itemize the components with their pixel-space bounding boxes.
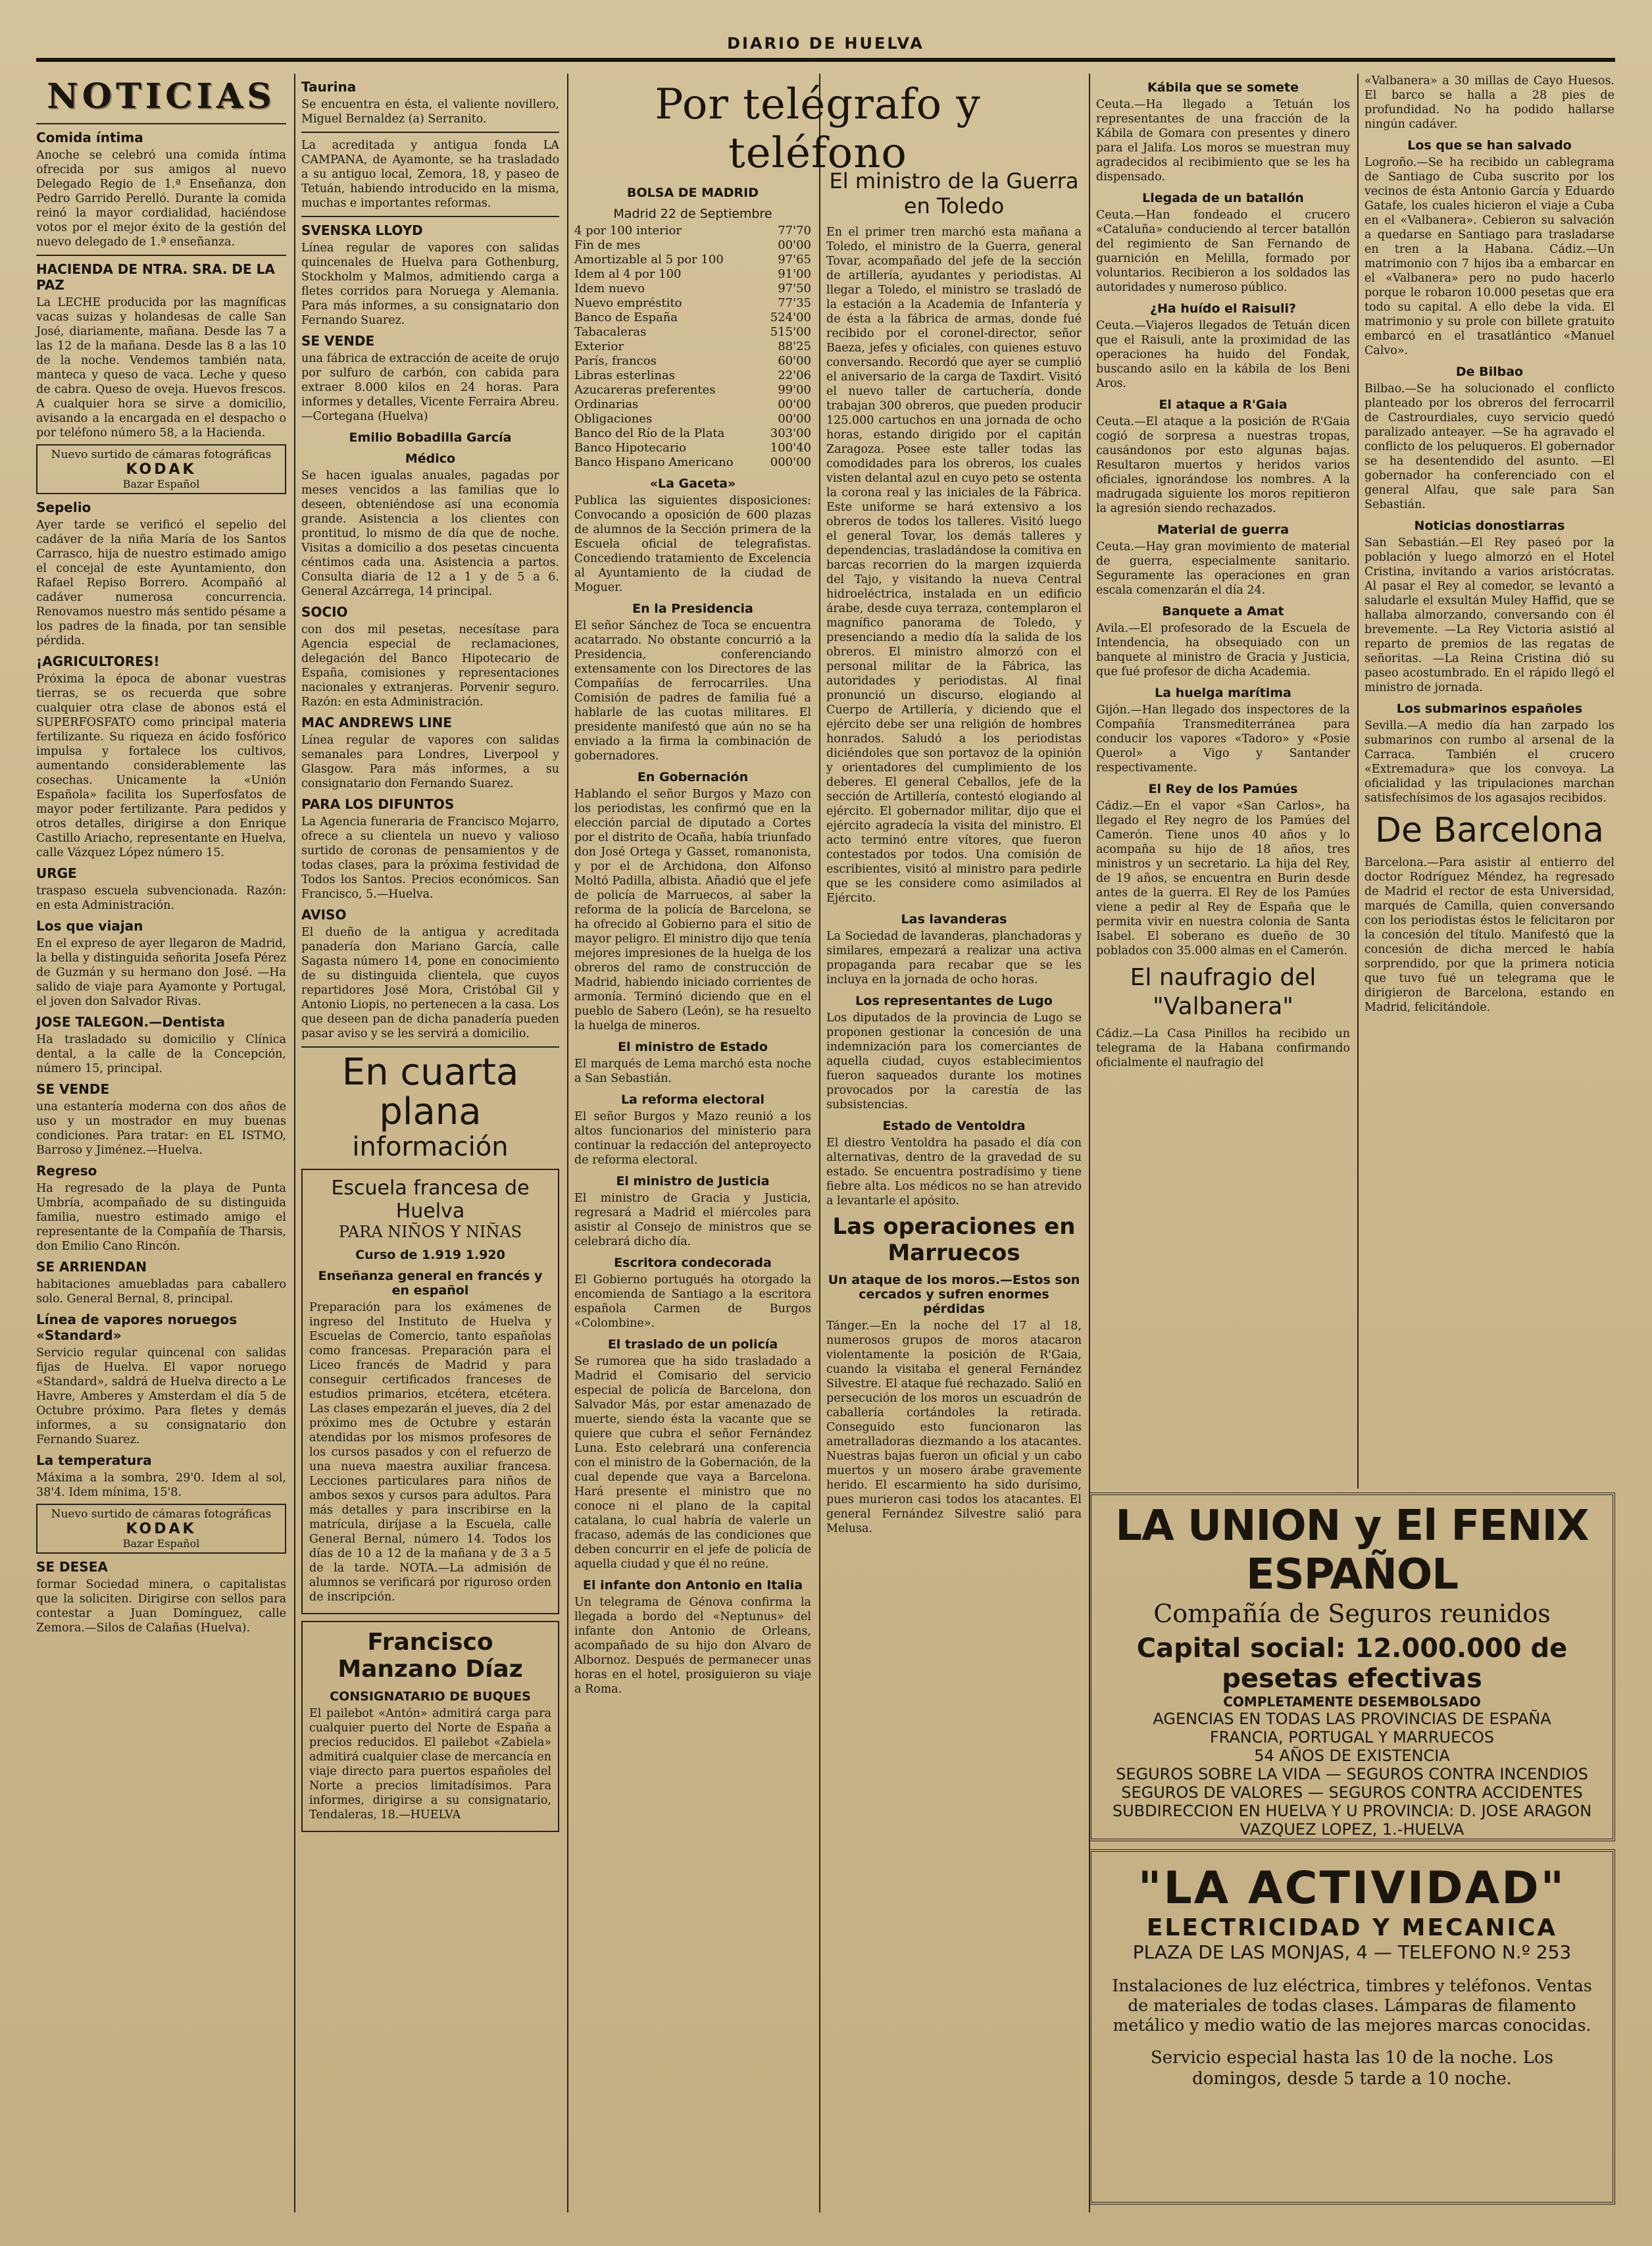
ad-text: Preparación para los exámenes de ingreso del Instituto de Huelva y Escuelas de Comercio, tanto españolas como francesas. Preparación para el Liceo francés de Madrid y para conseguir certificados franceses de estudios primarios, etcétera, etcétera. Las clases empezarán el jueves, día 2 del próximo mes de Octubre y estarán atendidas por los mismos profesores de los cursos pasados y con el refuerzo de una nueva maestra auxiliar francesa. Lecciones particulares para niños de ambos sexos y cursos para adultos. Para más detalles y para inscribirse en la matrícula, diríjase a la Escuela, calle General Bernal, número 14. Todos los días de 10 a 12 de la mañana y de 3 a 5 de la tarde. NOTA.—La admisión de alumnos se verificará por riguroso orden de inscripción. xyxy=(309,1301,551,1604)
headline: AVISO xyxy=(301,907,347,923)
stock-name: Banco de España xyxy=(574,311,678,324)
ad-subtitle: PARA NIÑOS Y NIÑAS xyxy=(338,1223,522,1241)
headline: El ministro de Estado xyxy=(618,1040,768,1054)
article-text: Anoche se celebró una comida íntima ofrecida por sus amigos al nuevo Delegado Regio de 1.ª Enseñanza, don Pedro Garrido Perelló. Durante la comida reinó la mayor cordialidad, haciéndose votos por el mejor éxito de la gestión del nuevo delegado de 1.ª enseñanza. xyxy=(36,149,286,249)
stock-value: 97'65 xyxy=(778,253,811,267)
stock-row xyxy=(574,455,811,470)
ad-text: una estantería moderna con dos años de uso y un mostrador en muy buenas condiciones. Para tratar: en EL ISTMO, Barroso y Jiménez.—Huelva. xyxy=(36,1100,286,1157)
article-text: El señor Sánchez de Toca se encuentra acatarrado. No obstante concurrió a la Presidencia, conferenciando extensamente con los Directores de las Compañías de ferrocarriles. Una Comisión de padres de familia fué a hablarle de las cuotas militares. El presidente manifestó que aún no se ha enviado a la firma la combinación de gobernadores. xyxy=(574,619,811,763)
headline: Comida íntima xyxy=(36,130,143,145)
headline: Sepelio xyxy=(36,499,91,515)
headline: Llegada de un batallón xyxy=(1142,191,1304,205)
ad-text: Bazar Español xyxy=(122,478,200,490)
article-text: El marqués de Lema marchó esta noche a San Sebastián. xyxy=(574,1058,811,1085)
ad-text: El dueño de la antigua y acreditada panadería don Mariano García, calle Sagasta número 14, pone en conocimiento de su distinguida clientela, que cuyos repartidores José Mora, Cristóbal Gil y Antonio Liopis, no pertenecen a la casa. Los que deseen pan de dicha panadería pueden pasar aviso y se les servirá a domicilio. xyxy=(301,926,559,1040)
ad-title: Francisco Manzano Díaz xyxy=(338,1629,523,1683)
article-text: Avila.—El profesorado de la Escuela de Intendencia, ha obsequiado con un banquete al ministro de Gracia y Justicia, que fué profesor de dicha Academia. xyxy=(1096,622,1350,678)
stock-name: Idem al 4 por 100 xyxy=(574,267,682,281)
article-text: San Sebastián.—El Rey paseó por la población y luego almorzó en el Hotel Cristina, invitando a varios aristócratas. Al pasar el Rey al comedor, se levantó a saludarle el exsultán Muley Haffid, que se hallaba almorzando, conversando con él brevemente. —La Rey Victoria asistió al reparto de premios de las regatas de señoritas. —La Reina Cristina dió su paseo acostumbrado. En el rápido llegó el ministro de jornada. xyxy=(1364,536,1614,694)
article-text: Los diputados de la provincia de Lugo se proponen gestionar la concesión de una indemnización para los comerciantes de aquella ciudad, cuyos establecimientos fueron saqueados durante los motines provocados por la carestía de las subsistencias. xyxy=(826,1011,1082,1111)
ad-text: formar Sociedad minera, o capitalistas que la soliciten. Dirigirse con sellos para contestar a Juan Domínguez, calle Zemora.—Silos de Calañas (Huelva). xyxy=(36,1578,286,1635)
kodak-ad xyxy=(36,444,286,494)
headline: En la Presidencia xyxy=(632,601,753,616)
divider xyxy=(36,123,286,124)
stock-name: Amortizable al 5 por 100 xyxy=(574,253,724,267)
stock-row xyxy=(574,311,811,325)
stock-row xyxy=(574,340,811,354)
ad-text: VAZQUEZ LOPEZ, 1.-HUELVA xyxy=(1239,1820,1464,1839)
stock-name: Azucareras preferentes xyxy=(574,383,716,397)
stock-value: 91'00 xyxy=(778,267,811,281)
ad-text: La acreditada y antigua fonda LA CAMPANA, de Ayamonte, se ha trasladado a su antiguo local, Zemora, 18, y paseo de Tetuán, habiendo introducido en la misma, muchas e importantes reformas. xyxy=(301,139,559,210)
headline: En Gobernación xyxy=(637,770,749,784)
headline: SE ARRIENDAN xyxy=(36,1259,147,1275)
column-divider xyxy=(567,74,568,2212)
stock-row xyxy=(574,426,811,441)
headline: El Rey de los Pamúes xyxy=(1148,782,1298,796)
article-text: Se encuentra en ésta, el valiente novillero, Miguel Bernaldez (a) Serranito. xyxy=(301,98,559,126)
column-divider xyxy=(819,74,820,2212)
stock-row xyxy=(574,397,811,412)
stock-name: Ordinarias xyxy=(574,397,639,411)
actividad-ad xyxy=(1089,1849,1615,2205)
stock-row xyxy=(574,282,811,296)
stock-value: 60'00 xyxy=(778,354,811,368)
ad-subtitle: Curso de 1.919 1.920 xyxy=(355,1248,505,1262)
divider xyxy=(301,216,559,217)
subheadline: Un ataque de los moros.—Estos son cercados y sufren enormes pérdidas xyxy=(828,1273,1080,1316)
ad-address: PLAZA DE LAS MONJAS, 4 — TELEFONO N.º 253 xyxy=(1132,1941,1572,1963)
stock-name: Banco del Río de la Plata xyxy=(574,426,725,440)
ad-text: FRANCIA, PORTUGAL Y MARRUECOS xyxy=(1209,1728,1495,1747)
divider xyxy=(301,1046,559,1048)
headline: El ministro de Justicia xyxy=(616,1174,770,1188)
article-text: El diestro Ventoldra ha pasado el día con alternativas, dentro de la gravedad de su estado. Se encuentra postradísimo y tiene fiebre alta. Los médicos no se han atrevido a levantarle el apósito. xyxy=(826,1136,1082,1208)
ad-title: "LA ACTIVIDAD" xyxy=(1138,1862,1566,1914)
headline: La temperatura xyxy=(36,1452,152,1468)
ad-title: LA UNION y El FENIX ESPAÑOL xyxy=(1115,1502,1589,1599)
article-text: El ministro de Gracia y Justicia, regresará a Madrid el miércoles para asistir al Consejo de ministros que se celebrará dicho día. xyxy=(574,1192,811,1248)
headline: HACIENDA DE NTRA. SRA. DE LA PAZ xyxy=(36,261,275,293)
article-text: Hablando el señor Burgos y Mazo con los periodistas, les confirmó que en la elección parcial de diputado a Cortes por el distrito de Ocaña, había triunfado don José Ortega y Gasset, romanonista, y por el de Archidona, don Alfonso Moltó Padilla, albista. Añadió que el jefe de policía de Marruecos, al saber la reforma de la policía de Barcelona, se ha ofrecido al Gobierno para el sitio de mayor peligro. El ministro dijo que tenía mejores impresiones de la huelga de los obreros del ramo de construcción de Madrid, habiendo iniciado corrientes de armonía. Terminó diciendo que en el pueblo de Sabero (León), se ha resuelto la huelga de mineros. xyxy=(574,788,811,1033)
stock-name: Tabacaleras xyxy=(574,325,647,339)
article-text: Bilbao.—Se ha solucionado el conflicto planteado por los obreros del ferrocarril de Castrourdiales, cuyo servicio quedó paralizado anteayer. —Se ha agravado el conflicto de los peluqueros. El gobernador se ha desentendido del asunto. —El gobernador ha conferenciado con el general Alfau, que sale para San Sebastián. xyxy=(1364,382,1614,511)
stock-value: 303'00 xyxy=(770,426,811,440)
ad-text: 54 AÑOS DE EXISTENCIA xyxy=(1254,1747,1450,1765)
headline: Estado de Ventoldra xyxy=(882,1119,1026,1133)
headline: Regreso xyxy=(36,1163,97,1179)
article-text: Ha regresado de la playa de Punta Umbría, acompañado de su distinguida familia, nuestro estimado amigo el representante de la Compañía de Tharsis, don Emilio Cano Rincón. xyxy=(36,1182,286,1253)
stock-value: 515'00 xyxy=(770,325,811,339)
article-text: En el primer tren marchó esta mañana a Toledo, el ministro de la Guerra, general Tovar, acompañado del jefe de la sección de artillería, ayudantes y periodistas. Al llegar a Toledo, el ministro se trasladó de la estación a la Academia de Infantería y de ésta a la fábrica de armas, donde fué recibido por el coronel-director, señor Baeza, jefes y oficiales, con quienes estuvo conversando. Recordó que ayer se cumplió el aniversario de la carga de Taxdirt. Visitó el nuevo taller de cartuchería, donde trabajan 300 obreros, que pueden producir 125.000 cartuchos en una jornada de ocho horas, estando dirigido por el capitán Zaragoza. Posee este taller todas las comodidades para los obreros, los cuales visten delantal azul en cuyo peto se ostenta la corona real y las iniciales de la Fábrica. Este uniforme se hará extensivo a los obreros de todos los talleres. Visitó luego el general Tovar, los demás talleres y dependencias, trasladándose la comitiva en barcas recorrien do la margen izquierda del Tajo, y visitando la nueva Central hidroeléctrica, instalada en un edificio árabe, desde cuya terraza, contemplaron el magnífico panorama de Toledo, y presenciando a medio día la salida de los obreros. El ministro almorzó con el personal militar de la Fábrica, las autoridades y periodistas. Al final pronunció un discurso, elogiando al Cuerpo de Artillería, y diciendo que el ejército debe ser una religión de hombres honrados. Saludó a los periodistas diciéndoles que son portavoz de la opinión y orientadores del cumplimiento de los deberes. El general Ceballos, jefe de la sección de Artillería, contestó elogiando al ejército. El gobernador militar, dijo que el ejército agradecía la visita del ministro. El acto terminó entre vítores, que fueron contestados por todos. Una comisión de escribientes, visitó al ministro para pedirle que se les considere como asimilados al Ejército. xyxy=(826,226,1082,905)
ad-text: COMPLETAMENTE DESEMBOLSADO xyxy=(1223,1694,1481,1710)
section-title: Por telégrafo y teléfono xyxy=(655,80,981,178)
headline: ¿Ha huído el Raisuli? xyxy=(1149,301,1297,316)
headline: SE VENDE xyxy=(301,333,375,349)
ad-text: La LECHE producida por las magníficas vacas suizas y holandesas de calle San José, diariamente, mañana. Desde las 7 a las 12 de la mañana. Desde las 8 a las 10 de la noche. Vendemos también nata, manteca y queso de vaca. Leche y queso de cabra. Queso de oveja. Huevos frescos. A cualquier hora se sirve a domicilio, avisando a la encargada en el despacho o por teléfono número 58, a la Hacienda. xyxy=(36,296,286,440)
headline: MAC ANDREWS LINE xyxy=(301,715,452,730)
article-text: «Valbanera» a 30 millas de Cayo Huesos. El barco se halla a 28 pies de profundidad. No ha podido hallarse ningún cadáver. xyxy=(1364,74,1614,131)
column-4 xyxy=(826,165,1082,2218)
article-text: El Gobierno portugués ha otorgado la encomienda de Santiago a la escritora española Carmen de Burgos «Colombine». xyxy=(574,1273,811,1330)
headline: PARA LOS DIFUNTOS xyxy=(301,796,455,812)
headline: SOCIO xyxy=(301,604,348,620)
article-text: Ceuta.—El ataque a la posición de R'Gaia cogió de sorpresa a nuestras tropas, causándonos por esto algunas bajas. Resultaron muertos y heridos varios oficiales, ignorándose los nombres. A la madrugada siguiente los moros repitieron la agresión siendo rechazados. xyxy=(1096,415,1350,515)
divider xyxy=(36,255,286,256)
stock-value: 99'00 xyxy=(778,383,811,397)
stock-value: 00'00 xyxy=(778,412,811,426)
stock-value: 77'70 xyxy=(778,224,811,238)
headline: El traslado de un policía xyxy=(607,1337,778,1352)
headline: Los que se han salvado xyxy=(1407,138,1572,153)
column-2 xyxy=(301,74,559,2219)
headline: BOLSA DE MADRID xyxy=(627,186,759,200)
ad-text: habitaciones amuebladas para caballero solo. General Bernal, 8, principal. xyxy=(36,1278,286,1306)
headline: Banquete a Amat xyxy=(1162,604,1284,619)
top-rule xyxy=(36,58,1615,62)
headline: Escritora condecorada xyxy=(614,1256,772,1270)
article-text: Gijón.—Han llegado dos inspectores de la Compañía Transmediterránea para conducir los vapores «Tadoro» y «Posie Querol» a Vigo y Santander respectivamente. xyxy=(1096,703,1350,775)
section-title: NOTICIAS xyxy=(47,76,276,116)
ad-text: traspaso escuela subvencionada. Razón: en esta Administración. xyxy=(36,884,286,912)
article-text: Ceuta.—Ha llegado a Tetuán los representantes de una fracción de la Kábila de Gomara con presentes y dinero para el Jalifa. Los moros se muestran muy agradecidos al recibimiento que se les ha dispensado. xyxy=(1096,98,1350,184)
stock-name: Nuevo empréstito xyxy=(574,296,682,310)
headline: Los que viajan xyxy=(36,918,143,934)
headline: Material de guerra xyxy=(1157,523,1289,537)
stock-name: Banco Hispano Americano xyxy=(574,455,734,469)
stock-value: 00'00 xyxy=(778,397,811,411)
subheadline: Médico xyxy=(405,451,456,466)
headline: SVENSKA LLOYD xyxy=(301,222,423,238)
article-text: Ceuta.—Han fondeado el crucero «Cataluña» conduciendo al tercer batallón del regimiento de San Fernando de guarnición en Melilla, formado por voluntarios. Recibieron a los soldados las autoridades y numeroso público. xyxy=(1096,209,1350,294)
ad-text: AGENCIAS EN TODAS LAS PROVINCIAS DE ESPAÑA xyxy=(1153,1710,1551,1728)
masthead: DIARIO DE HUELVA xyxy=(727,34,924,53)
stock-row xyxy=(574,224,811,238)
ad-text: SEGUROS DE VALORES — SEGUROS CONTRA ACCIDENTES xyxy=(1121,1783,1583,1802)
stock-row xyxy=(574,369,811,383)
article-text: Tánger.—En la noche del 17 al 18, numerosos grupos de moros atacaron violentamente la posición de R'Gaia, cuando la visitaba el general Fernández Silvestre. El ataque fué rechazado. Salió en persecución de los moros un escuadrón de caballería cortándoles la retirada. Conseguido esto funcionaron las ametralladoras diezmando a los atacantes. Nuestras bajas fueron un oficial y un cabo muertos y un mosero árabe gravemente herido. El escarmiento ha sido durísimo, pues murieron casi todos los atacantes. El general Fernández Silvestre salió para Melusa. xyxy=(826,1319,1082,1535)
stock-name: Fin de mes xyxy=(574,238,641,252)
article-text: En el expreso de ayer llegaron de Madrid, la bella y distinguida señorita Josefa Pérez de Guzmán y su hermano don José. —Ha salido de viaje para Ayamonte y Portugal, el joven don Salvador Rivas. xyxy=(36,937,286,1008)
stock-value: 100'40 xyxy=(770,441,811,455)
column-divider xyxy=(294,74,295,2212)
stock-value: 524'00 xyxy=(770,311,811,324)
ad-text: con dos mil pesetas, necesítase para Agencia especial de reclamaciones, delegación del Banco Hipotecario de España, comisiones y representaciones nacionales y extranjeras. Porvenir seguro. Razón: en esta Administración. xyxy=(301,623,559,709)
article-text: Se rumorea que ha sido trasladado a Madrid el Comisario del servicio especial de policía de Barcelona, don Salvador Más, por estar amenazado de muerte, siendo ésta la vacante que se quiere que cubra el señor Fernández Luna. Esto celebrará una conferencia con el ministro de la Gobernación, de la cual depende que vaya a Barcelona. Hará presente el ministro que no conoce ni el plano de la capital catalana, lo cual habría de valerle un fracaso, además de las condiciones que deben concurrir en el jefe de policía de aquella ciudad y que él no reúne. xyxy=(574,1355,811,1571)
article-text: El señor Burgos y Mazo reunió a los altos funcionarios del ministerio para continuar la redacción del anteproyecto de reforma electoral. xyxy=(574,1110,811,1167)
brand-name: KODAK xyxy=(126,1521,197,1537)
ad-text: La Agencia funeraria de Francisco Mojarro, ofrece a su clientela un nuevo y valioso surtido de coronas de pensamientos y de todas clases, para la próxima festividad de Todos los Santos. Precios económicos. San Francisco, 5.—Huelva. xyxy=(301,815,559,901)
stock-row xyxy=(574,267,811,282)
stock-row xyxy=(574,296,811,311)
stock-row xyxy=(574,412,811,426)
dateline: Madrid 22 de Septiembre xyxy=(613,207,772,221)
headline: Línea de vapores noruegos «Standard» xyxy=(36,1312,238,1343)
stock-row xyxy=(574,253,811,267)
stock-name: Obligaciones xyxy=(574,412,653,426)
stock-value: 88'25 xyxy=(778,340,811,353)
headline: La huelga marítima xyxy=(1155,686,1291,700)
headline: El ataque a R'Gaia xyxy=(1159,397,1288,412)
article-text: Un telegrama de Génova confirma la llegada a bordo del «Neptunus» del infante don Antonio de Orleans, acompañado de su hijo don Alvaro de Albornoz. Después de permanecer unas horas en el hotel, prosiguieron su viaje a Roma. xyxy=(574,1596,811,1696)
headline: Las lavanderas xyxy=(901,912,1007,927)
ad-text: Nuevo surtido de cámaras fotográficas xyxy=(51,1508,272,1521)
article-text: Publica las siguientes disposiciones: Convocando a oposición de 600 plazas de alumnos de la Sección primera de la Escuela oficial de telegrafistas. Concediendo tratamiento de Excelencia al Ayuntamiento de la ciudad de Moguer. xyxy=(574,494,811,594)
ad-text: Ha trasladado su domicilio y Clínica dental, a la calle de la Concepción, número 15, principal. xyxy=(36,1033,286,1075)
ad-text: Línea regular de vapores con salidas quincenales de Huelva para Gothenburg, Stockholm y Malmos, admitiendo carga a fletes corridos para Noruega y Alemania. Para más informes, a su consignatario don Fernando Suarez. xyxy=(301,242,559,327)
headline: URGE xyxy=(36,865,77,881)
ad-subtitle: Enseñanza general en francés y en español xyxy=(318,1269,543,1298)
stock-name: Exterior xyxy=(574,340,624,353)
ad-text: Instalaciones de luz eléctrica, timbres y teléfonos. Ventas de materiales de todas clases. Lámparas de filamento metálico y medio watio de las mejores marcas conocidas. xyxy=(1112,1976,1592,2035)
headline: De Barcelona xyxy=(1374,811,1604,850)
stock-name: París, francos xyxy=(574,354,657,368)
stock-name: Banco Hipotecario xyxy=(574,441,686,455)
column-5 xyxy=(1096,74,1350,1489)
stock-table xyxy=(574,224,811,470)
headline: SE DESEA xyxy=(36,1559,108,1575)
article-text: Ceuta.—Hay gran movimiento de material de guerra, especialmente sanitario. Seguramente las operaciones en gran escala comenzarán el día 24. xyxy=(1096,540,1350,597)
ad-text: Servicio regular quincenal con salidas fijas de Huelva. El vapor noruego «Standard», saldrá de Huelva directo a Le Havre, Amberes y Amsterdam el día 5 de Octubre próximo. Para fletes y demás informes, a su consignatario don Fernando Suarez. xyxy=(36,1346,286,1446)
stock-row xyxy=(574,441,811,455)
brand-name: KODAK xyxy=(126,461,197,478)
stock-value: 00'00 xyxy=(778,238,811,252)
ad-text: Se hacen igualas anuales, pagadas por meses vencidos a las familias que lo deseen, obteniéndose así una economía grande. Asistencia a los clientes con prontitud, lo mismo de día que de noche. Visitas a domicilio a dos pesetas cincuenta céntimos cada una. Asistencia a partos. Consulta diaria de 12 a 1 y de 5 a 6. General Azcárrega, 14 principal. xyxy=(301,469,559,598)
headline: Taurina xyxy=(301,79,357,95)
stock-name: Idem nuevo xyxy=(574,282,645,295)
manzano-ad xyxy=(301,1621,559,1832)
headline: Los submarinos españoles xyxy=(1396,702,1583,716)
ad-text: El pailebot «Antón» admitirá carga para cualquier puerto del Norte de España a precios reducidos. El pailebot «Zabiela» admitirá cualquier clase de mercancía en viaje directo para puertos españoles del Norte a precios limitadísimos. Para informes, dirigirse a su consignatario, Tendaleras, 18.—HUELVA xyxy=(309,1707,551,1822)
headline: «La Gaceta» xyxy=(649,476,736,491)
article-text: Ceuta.—Viajeros llegados de Tetuán dicen que el Raisuli, ante la proximidad de las operaciones ha huido del Fondak, buscando asilo en la kábila de los Beni Aros. xyxy=(1096,319,1350,390)
stock-row xyxy=(574,238,811,253)
headline: JOSE TALEGON.—Dentista xyxy=(36,1014,225,1030)
headline: SE VENDE xyxy=(36,1081,110,1097)
article-text: Sevilla.—A medio día han zarpado los submarinos con rumbo al arsenal de la Carraca. También el crucero «Extremadura» que los convoya. La oficialidad y las tripulaciones marchan satisfechísimos de los agasajos recibidos. xyxy=(1364,719,1614,805)
promo-subtitle: información xyxy=(352,1132,509,1162)
ad-text: Servicio especial hasta las 10 de la noche. Los domingos, desde 5 tarde a 10 noche. xyxy=(1151,2048,1553,2089)
article-text: Cádiz.—La Casa Pinillos ha recibido un telegrama de la Habana confirmando oficialmente el naufragio del xyxy=(1096,1027,1350,1069)
headline: El infante don Antonio en Italia xyxy=(582,1578,803,1593)
headline: Noticias donostiarras xyxy=(1414,519,1565,533)
column-1 xyxy=(36,74,286,2219)
headline: Los representantes de Lugo xyxy=(855,994,1053,1008)
stock-row xyxy=(574,325,811,340)
stock-name: Libras esterlinas xyxy=(574,369,675,382)
divider xyxy=(301,132,559,133)
ad-subtitle: CONSIGNATARIO DE BUQUES xyxy=(330,1689,531,1704)
ad-subtitle: Compañía de Seguros reunidos xyxy=(1153,1599,1551,1628)
article-text: Ayer tarde se verificó el sepelio del cadáver de la niña María de los Santos Carrasco, hija de nuestro estimado amigo el concejal de este Ayuntamiento, don Rafael Repiso Borrero. Acompañó al cadáver numerosa concurrencia. Renovamos nuestro más sentido pésame a los padres de la finada, por tan sensible pérdida. xyxy=(36,519,286,648)
article-text: Logroño.—Se ha recibido un cablegrama de Santiago de Cuba suscrito por los vecinos de ésta Antonio García y Eduardo Gatafe, los cuales hicieron el viaje a Cuba en el «Valbanera». Cebieron su salvación a quedarse en Santiago para trasladarse en tren a la Habana. Cádiz.—Un matrimonio con 7 hijos iba a embarcar en el «Valbanera» pero no pudo hacerlo porque le robaron 10.000 pesetas que era todo su capital. A ello debe la vida. El matrimonio y su prole con billete gratuito embarcó en el trasatlántico «Manuel Calvo». xyxy=(1364,156,1614,357)
ad-text: SUBDIRECCION EN HUELVA Y U PROVINCIA: D. JOSE ARAGON xyxy=(1112,1802,1592,1820)
column-divider xyxy=(1357,74,1359,1489)
stock-row xyxy=(574,383,811,397)
headline: La reforma electoral xyxy=(620,1092,765,1107)
promo-title: En cuarta plana xyxy=(341,1051,519,1133)
headline: El ministro de la Guerra en Toledo xyxy=(829,168,1079,218)
ad-text: Línea regular de vapores con salidas semanales para Londres, Liverpool y Glasgow. Para más informes, a su consignatario don Fernando Suarez. xyxy=(301,734,559,790)
ad-text: Nuevo surtido de cámaras fotográficas xyxy=(51,448,272,461)
headline: De Bilbao xyxy=(1455,365,1524,379)
headline: Emilio Bobadilla García xyxy=(349,430,512,445)
stock-value: 77'35 xyxy=(778,296,811,310)
ad-text: Próxima la época de abonar vuestras tierras, se os recuerda que sobre cualquier otra clase de abonos está el SUPERFOSFATO como principal materia fertilizante. Su riqueza en ácido fosfórico impulsa y fortalece los cultivos, aumentando considerablemente las cosechas. Unicamente la «Unión Española» facilita los Superfosfatos de mayor poder fertilizante. Para pedidos y otros detalles, dirigirse a don Enrique Castillo Ariacho, representante en Huelva, calle Vázquez López número 15. xyxy=(36,673,286,859)
ad-subtitle: ELECTRICIDAD Y MECANICA xyxy=(1146,1914,1558,1941)
stock-value: 22'06 xyxy=(778,369,811,382)
kodak-ad xyxy=(36,1504,286,1554)
union-fenix-ad xyxy=(1089,1493,1615,1841)
stock-row xyxy=(574,354,811,369)
headline: ¡AGRICULTORES! xyxy=(36,653,160,669)
stock-name: 4 por 100 interior xyxy=(574,224,682,238)
ad-text: SEGUROS SOBRE LA VIDA — SEGUROS CONTRA INCENDIOS xyxy=(1116,1765,1588,1783)
ad-text: Bazar Español xyxy=(122,1537,200,1550)
stock-value: 000'00 xyxy=(770,455,811,469)
article-text: Cádiz.—En el vapor «San Carlos», ha llegado el Rey negro de los Pamúes del Camerón. Tiene unos 40 años y lo acompaña su hijo de 18 años, tres ministros y un secretario. La hija del Rey, de 19 años, se encuentra en Burin desde antes de la guerra. El Rey de los Pamúes viene a pedir al Rey de España que le permita vivir en nuestra colonia de Santa Isabel. El soberano es dueño de 30 poblados con 35.000 almas en el Camerón. xyxy=(1096,800,1350,957)
stock-value: 97'50 xyxy=(778,282,811,295)
article-text: Máxima a la sombra, 29'0. Idem al sol, 38'4. Idem mínima, 15'8. xyxy=(36,1471,286,1499)
article-text: La Sociedad de lavanderas, planchadoras y similares, empezará a realizar una activa propaganda para recabar que se les incluya en la jornada de ocho horas. xyxy=(826,930,1082,986)
headline: El naufragio del "Valbanera" xyxy=(1130,964,1316,1020)
escuela-ad xyxy=(301,1169,559,1614)
ad-text: una fábrica de extracción de aceite de orujo por sulfuro de carbón, con cabida para extraer 8.000 kilos en 24 horas. Para informes y detalles, Vicente Ferraira Abreu.—Cortegana (Huelva) xyxy=(301,352,559,423)
column-6 xyxy=(1364,74,1614,1489)
article-text: Barcelona.—Para asistir al entierro del doctor Rodríguez Méndez, ha regresado de Madrid el rector de esta Universidad, marqués de Camilla, quien conversando con los periodistas éstos le felicitaron por la concesión del título. Manifestó que la concesión de dicha merced le había sorprendido, por que la primera noticia que tuvo fué un telegrama que le dirigieron de Barcelona, estando en Madrid, felicitándole. xyxy=(1364,856,1614,1014)
headline: Kábila que se somete xyxy=(1147,80,1299,95)
ad-capital: Capital social: 12.000.000 de pesetas efectivas xyxy=(1136,1633,1568,1694)
ad-title: Escuela francesa de Huelva xyxy=(331,1177,530,1223)
headline: Las operaciones en Marruecos xyxy=(832,1213,1076,1266)
